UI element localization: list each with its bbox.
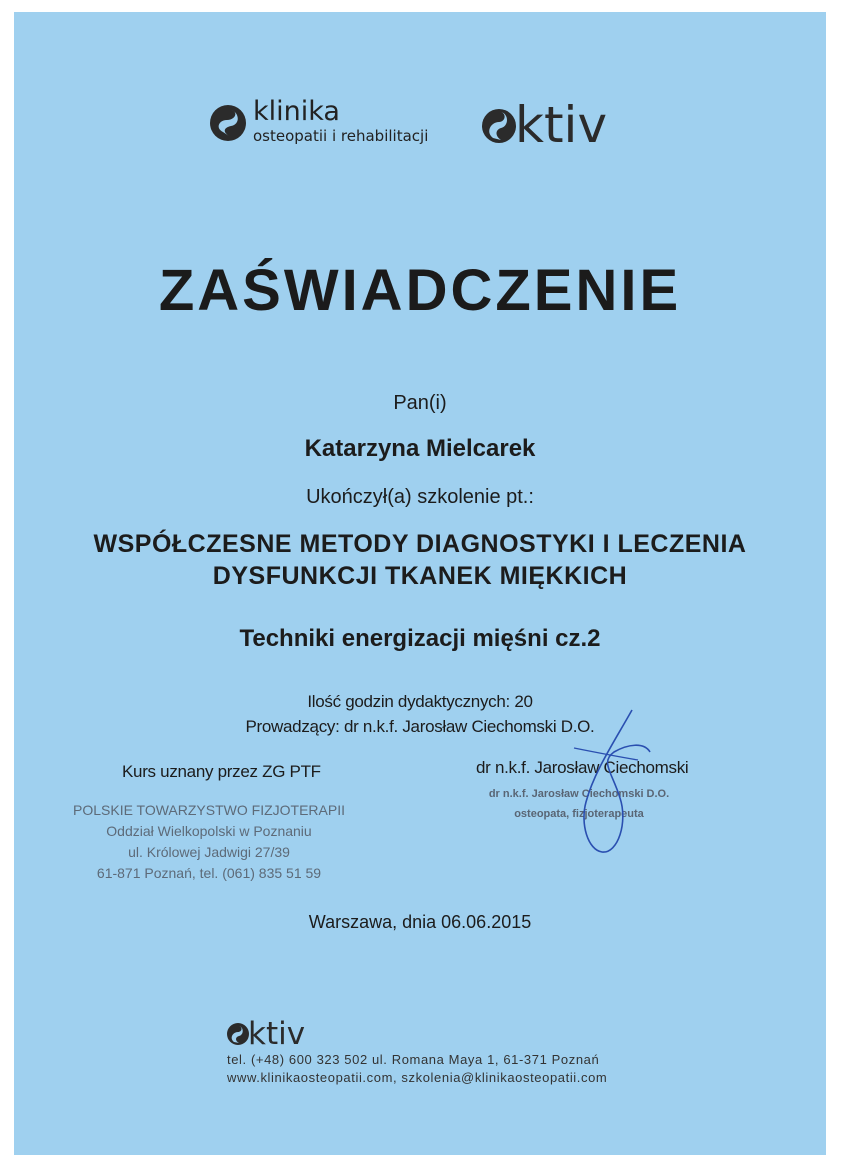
- place-and-date: Warszawa, dnia 06.06.2015: [308, 912, 532, 932]
- participant-name: Katarzyna Mielcarek: [304, 435, 536, 462]
- svg-text:ktiv: ktiv: [515, 96, 608, 152]
- accreditation-text: Kurs uznany przez ZG PTF: [122, 762, 321, 781]
- handwritten-signature: [554, 702, 664, 862]
- klinika-name: klinika: [253, 96, 340, 127]
- signatory-name: dr n.k.f. Jarosław Ciechomski: [476, 758, 689, 777]
- stamp-line: osteopata, fizjoterapeuta: [514, 808, 644, 820]
- course-subtitle: Techniki energizacji mięśni cz.2: [239, 625, 601, 652]
- certificate-sheet: [14, 12, 826, 1155]
- klinika-logo-icon: [209, 104, 247, 142]
- klinika-subtitle: osteopatii i rehabilitacji: [253, 127, 429, 145]
- header-logos: [209, 92, 639, 152]
- completed-text: Ukończył(a) szkolenie pt.:: [306, 486, 534, 508]
- course-title-line2: DYSFUNKCJI TKANEK MIĘKKICH: [212, 562, 628, 590]
- didactic-hours: Ilość godzin dydaktycznych: 20: [307, 692, 533, 711]
- stamp-line: ul. Królowej Jadwigi 27/39: [128, 844, 290, 860]
- footer-aktiv-logo: [226, 1012, 326, 1048]
- salutation: Pan(i): [393, 392, 447, 414]
- footer-contact: tel. (+48) 600 323 502 ul. Romana Maya 1, 61-371 Poznań: [227, 1052, 600, 1067]
- footer-web: www.klinikaosteopatii.com, szkolenia@klinikaosteopatii.com: [227, 1070, 608, 1085]
- stamp-line: POLSKIE TOWARZYSTWO FIZJOTERAPII: [73, 802, 345, 818]
- stamp-line: 61-871 Poznań, tel. (061) 835 51 59: [96, 865, 322, 881]
- stamp-line: dr n.k.f. Jarosław Ciechomski D.O.: [488, 788, 670, 800]
- ptf-stamp: [64, 800, 354, 884]
- certificate-title: ZAŚWIADCZENIE: [158, 258, 682, 323]
- course-title-line1: WSPÓŁCZESNE METODY DIAGNOSTYKI I LECZENIA: [93, 530, 747, 558]
- instructor: Prowadzący: dr n.k.f. Jarosław Ciechomski D.O.: [245, 717, 595, 736]
- svg-text:ktiv: ktiv: [248, 1016, 306, 1048]
- aktiv-logo: [481, 92, 641, 152]
- stamp-line: Oddział Wielkopolski w Poznaniu: [106, 823, 312, 839]
